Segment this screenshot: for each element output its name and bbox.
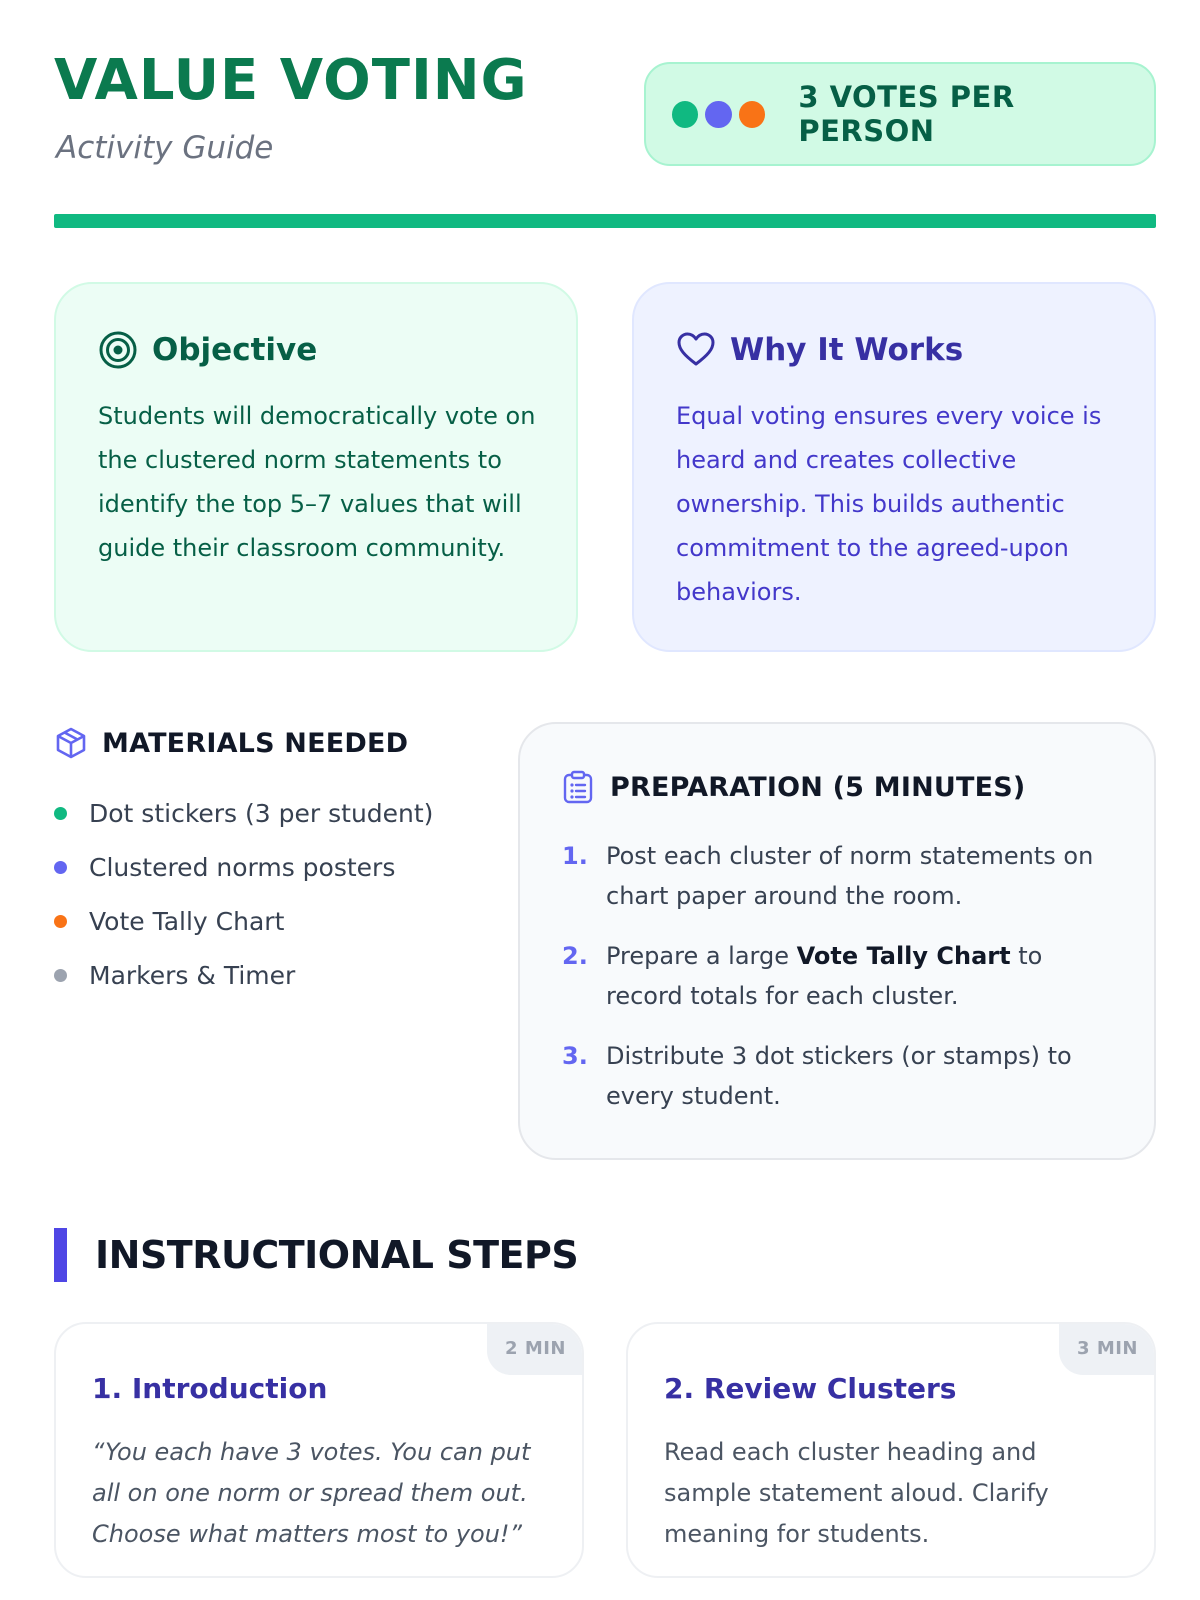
why-header xyxy=(676,330,963,370)
section-accent-bar xyxy=(54,1228,67,1282)
materials-header xyxy=(54,726,408,760)
materials-list xyxy=(54,786,433,1002)
list-item xyxy=(562,1036,1124,1116)
step-number: 2. xyxy=(562,942,588,970)
step-number: 1. xyxy=(562,842,588,870)
duration-badge: 2 MIN xyxy=(487,1324,582,1375)
step-text: Distribute 3 dot stickers (or stamps) to every student. xyxy=(606,1042,1072,1110)
page-subtitle: Activity Guide xyxy=(56,130,274,166)
clipboard-icon xyxy=(562,770,594,804)
step-body: Read each cluster heading and sample statement aloud. Clarify meaning for students. xyxy=(664,1438,1049,1548)
step-title: 2. Review Clusters xyxy=(664,1372,957,1405)
list-item xyxy=(562,836,1124,916)
step-text: Prepare a large Vote Tally Chart to record totals for each cluster. xyxy=(606,942,1043,1010)
material-label: Clustered norms posters xyxy=(89,852,396,882)
step-text: Post each cluster of norm statements on chart paper around the room. xyxy=(606,842,1094,910)
instructional-steps-title: INSTRUCTIONAL STEPS xyxy=(95,1233,579,1277)
bullet-icon xyxy=(54,861,67,874)
material-label: Vote Tally Chart xyxy=(89,906,285,936)
list-item xyxy=(54,786,433,840)
preparation-steps xyxy=(562,836,1124,1136)
votes-badge-label: 3 VOTES PER PERSON xyxy=(798,80,1015,148)
preparation-header xyxy=(562,770,1025,804)
step-number: 3. xyxy=(562,1042,588,1070)
bullet-icon xyxy=(54,969,67,982)
page-title: VALUE VOTING xyxy=(54,48,528,113)
list-item xyxy=(54,894,433,948)
header-divider xyxy=(54,214,1156,228)
step-card-introduction xyxy=(54,1322,584,1578)
step-body: “You each have 3 votes. You can put all on one norm or spread them out. Choose what matters most to you!” xyxy=(92,1438,531,1548)
list-item xyxy=(562,936,1124,1016)
why-it-works-card xyxy=(632,282,1156,652)
objective-title: Objective xyxy=(152,332,318,368)
materials-title: MATERIALS NEEDED xyxy=(102,727,409,759)
duration-badge: 3 MIN xyxy=(1059,1324,1154,1375)
objective-header xyxy=(98,330,317,370)
indigo-dot-icon xyxy=(705,101,731,128)
green-dot-icon xyxy=(672,101,698,128)
orange-dot-icon xyxy=(739,101,765,128)
bullet-icon xyxy=(54,915,67,928)
why-body: Equal voting ensures every voice is heard and creates collective ownership. This builds authentic commitment to the agreed-upon behaviors. xyxy=(676,402,1102,606)
preparation-card xyxy=(518,722,1156,1160)
votes-badge xyxy=(644,62,1156,166)
objective-card xyxy=(54,282,578,652)
heart-icon xyxy=(676,330,716,370)
why-title: Why It Works xyxy=(730,332,964,368)
objective-body: Students will democratically vote on the clustered norm statements to identify the top 5–7 values that will guide their classroom community. xyxy=(98,402,536,562)
list-item xyxy=(54,840,433,894)
step-title: 1. Introduction xyxy=(92,1372,328,1405)
list-item xyxy=(54,948,433,1002)
material-label: Markers & Timer xyxy=(89,960,296,990)
step-card-review-clusters xyxy=(626,1322,1156,1578)
preparation-title: PREPARATION (5 MINUTES) xyxy=(610,771,1026,803)
target-icon xyxy=(98,330,138,370)
box-icon xyxy=(54,726,88,760)
bullet-icon xyxy=(54,807,67,820)
material-label: Dot stickers (3 per student) xyxy=(89,798,434,828)
